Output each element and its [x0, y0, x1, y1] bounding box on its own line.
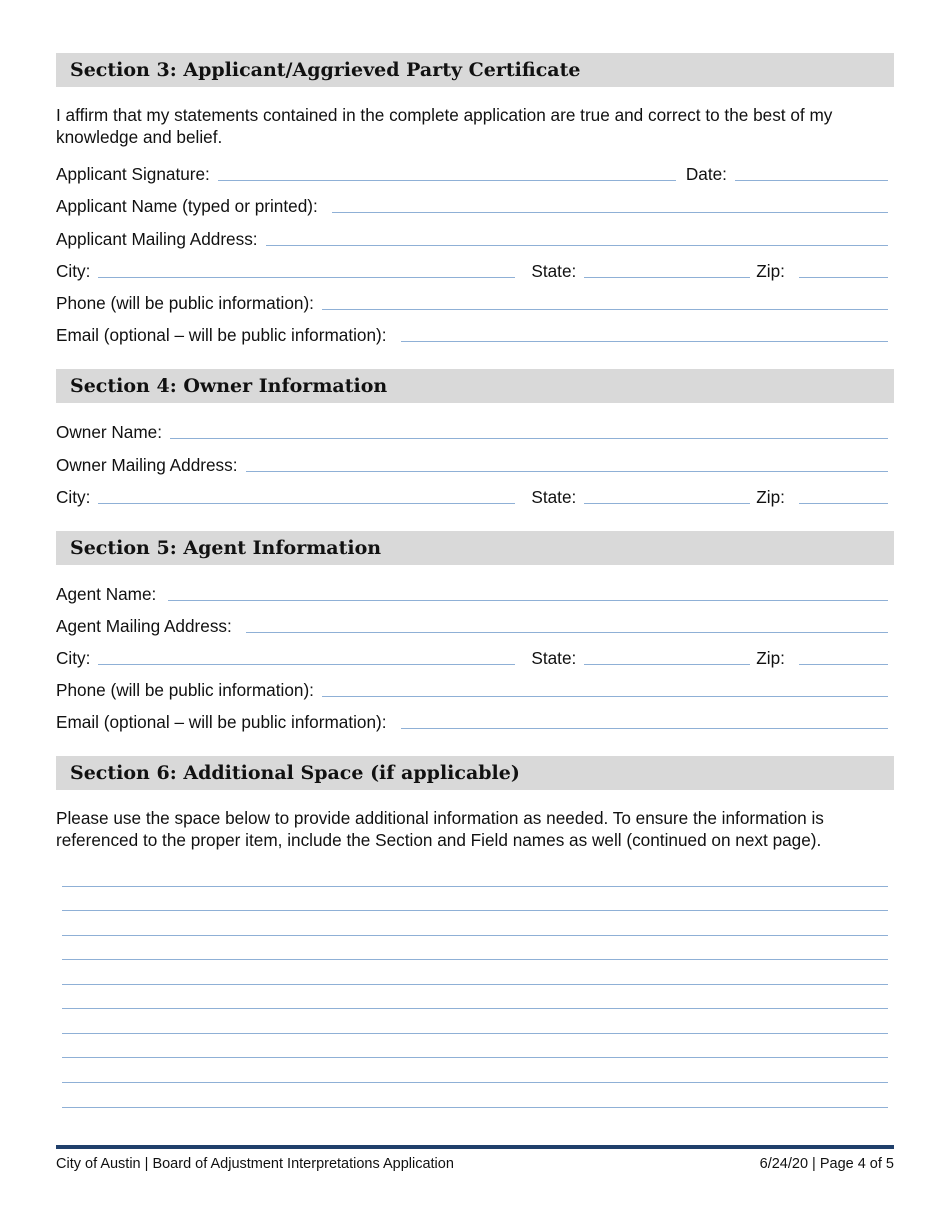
agent-name-field[interactable]	[168, 600, 888, 601]
section-4-title: Section 4: Owner Information	[70, 375, 388, 397]
notes-line[interactable]	[62, 910, 888, 911]
applicant-city-row	[56, 257, 888, 281]
section-6-header	[56, 756, 894, 790]
applicant-phone-row	[56, 289, 888, 313]
affirmation-statement: I affirm that my statements contained in the complete application are true and correct to the best of my knowledge and belief.	[56, 105, 833, 147]
agent-city-field[interactable]	[98, 664, 515, 665]
agent-phone-field[interactable]	[322, 696, 888, 697]
section-6-title: Section 6: Additional Space (if applicable)	[70, 762, 520, 784]
agent-city-row	[56, 644, 888, 668]
applicant-address-row	[56, 225, 888, 249]
owner-address-row	[56, 451, 888, 475]
agent-address-field[interactable]	[246, 632, 888, 633]
agent-name-row	[56, 580, 888, 604]
agent-state-field[interactable]	[584, 664, 750, 665]
agent-email-field[interactable]	[401, 728, 888, 729]
date-label: Date:	[685, 164, 727, 184]
agent-address-row	[56, 612, 888, 636]
notes-line[interactable]	[62, 1057, 888, 1058]
owner-city-row	[56, 483, 888, 507]
section-5-title: Section 5: Agent Information	[70, 537, 382, 559]
notes-line[interactable]	[62, 959, 888, 960]
agent-zip-field[interactable]	[799, 664, 888, 665]
city-label: City:	[56, 261, 91, 281]
applicant-name-label: Applicant Name (typed or printed):	[56, 196, 318, 216]
city-label: City:	[56, 648, 91, 668]
agent-email-row	[56, 708, 888, 732]
applicant-signature-label: Applicant Signature:	[56, 164, 210, 184]
applicant-address-label: Applicant Mailing Address:	[56, 229, 258, 249]
email-label: Email (optional – will be public information):	[56, 325, 387, 345]
applicant-city-field[interactable]	[98, 277, 515, 278]
state-label: State:	[531, 648, 577, 668]
notes-line[interactable]	[62, 935, 888, 936]
agent-address-label: Agent Mailing Address:	[56, 616, 232, 636]
additional-space-instructions: Please use the space below to provide additional information as needed. To ensure the information is referenced to the proper item, include the Section and Field names as well (continued on next page).	[56, 808, 824, 850]
notes-line[interactable]	[62, 1008, 888, 1009]
section-3-header	[56, 53, 894, 87]
city-label: City:	[56, 487, 91, 507]
applicant-name-row	[56, 192, 888, 216]
owner-address-field[interactable]	[246, 471, 888, 472]
footer-page-info: 6/24/20 | Page 4 of 5	[759, 1156, 894, 1172]
footer-title: City of Austin | Board of Adjustment Interpretations Application	[56, 1156, 454, 1172]
notes-line[interactable]	[62, 1033, 888, 1034]
zip-label: Zip:	[756, 487, 785, 507]
applicant-name-field[interactable]	[332, 212, 888, 213]
section-4-header	[56, 369, 894, 403]
applicant-phone-field[interactable]	[322, 309, 888, 310]
applicant-zip-field[interactable]	[799, 277, 888, 278]
owner-city-field[interactable]	[98, 503, 515, 504]
owner-name-label: Owner Name:	[56, 422, 163, 442]
applicant-email-field[interactable]	[401, 341, 888, 342]
owner-zip-field[interactable]	[799, 503, 888, 504]
owner-name-row	[56, 418, 888, 442]
date-field[interactable]	[735, 180, 888, 181]
state-label: State:	[531, 261, 577, 281]
section-5-header	[56, 531, 894, 565]
section-3-title: Section 3: Applicant/Aggrieved Party Certificate	[70, 59, 581, 81]
applicant-state-field[interactable]	[584, 277, 750, 278]
owner-state-field[interactable]	[584, 503, 750, 504]
notes-line[interactable]	[62, 1082, 888, 1083]
agent-name-label: Agent Name:	[56, 584, 157, 604]
notes-line[interactable]	[62, 886, 888, 887]
state-label: State:	[531, 487, 577, 507]
notes-line[interactable]	[62, 1107, 888, 1108]
owner-name-field[interactable]	[170, 438, 888, 439]
phone-label: Phone (will be public information):	[56, 680, 314, 700]
zip-label: Zip:	[756, 648, 785, 668]
agent-phone-row	[56, 676, 888, 700]
applicant-email-row	[56, 321, 888, 345]
phone-label: Phone (will be public information):	[56, 293, 314, 313]
email-label: Email (optional – will be public information):	[56, 712, 387, 732]
owner-address-label: Owner Mailing Address:	[56, 455, 238, 475]
zip-label: Zip:	[756, 261, 785, 281]
applicant-signature-row	[56, 160, 888, 184]
notes-line[interactable]	[62, 984, 888, 985]
footer-rule	[56, 1145, 894, 1149]
applicant-signature-field[interactable]	[218, 180, 676, 181]
applicant-address-field[interactable]	[266, 245, 888, 246]
